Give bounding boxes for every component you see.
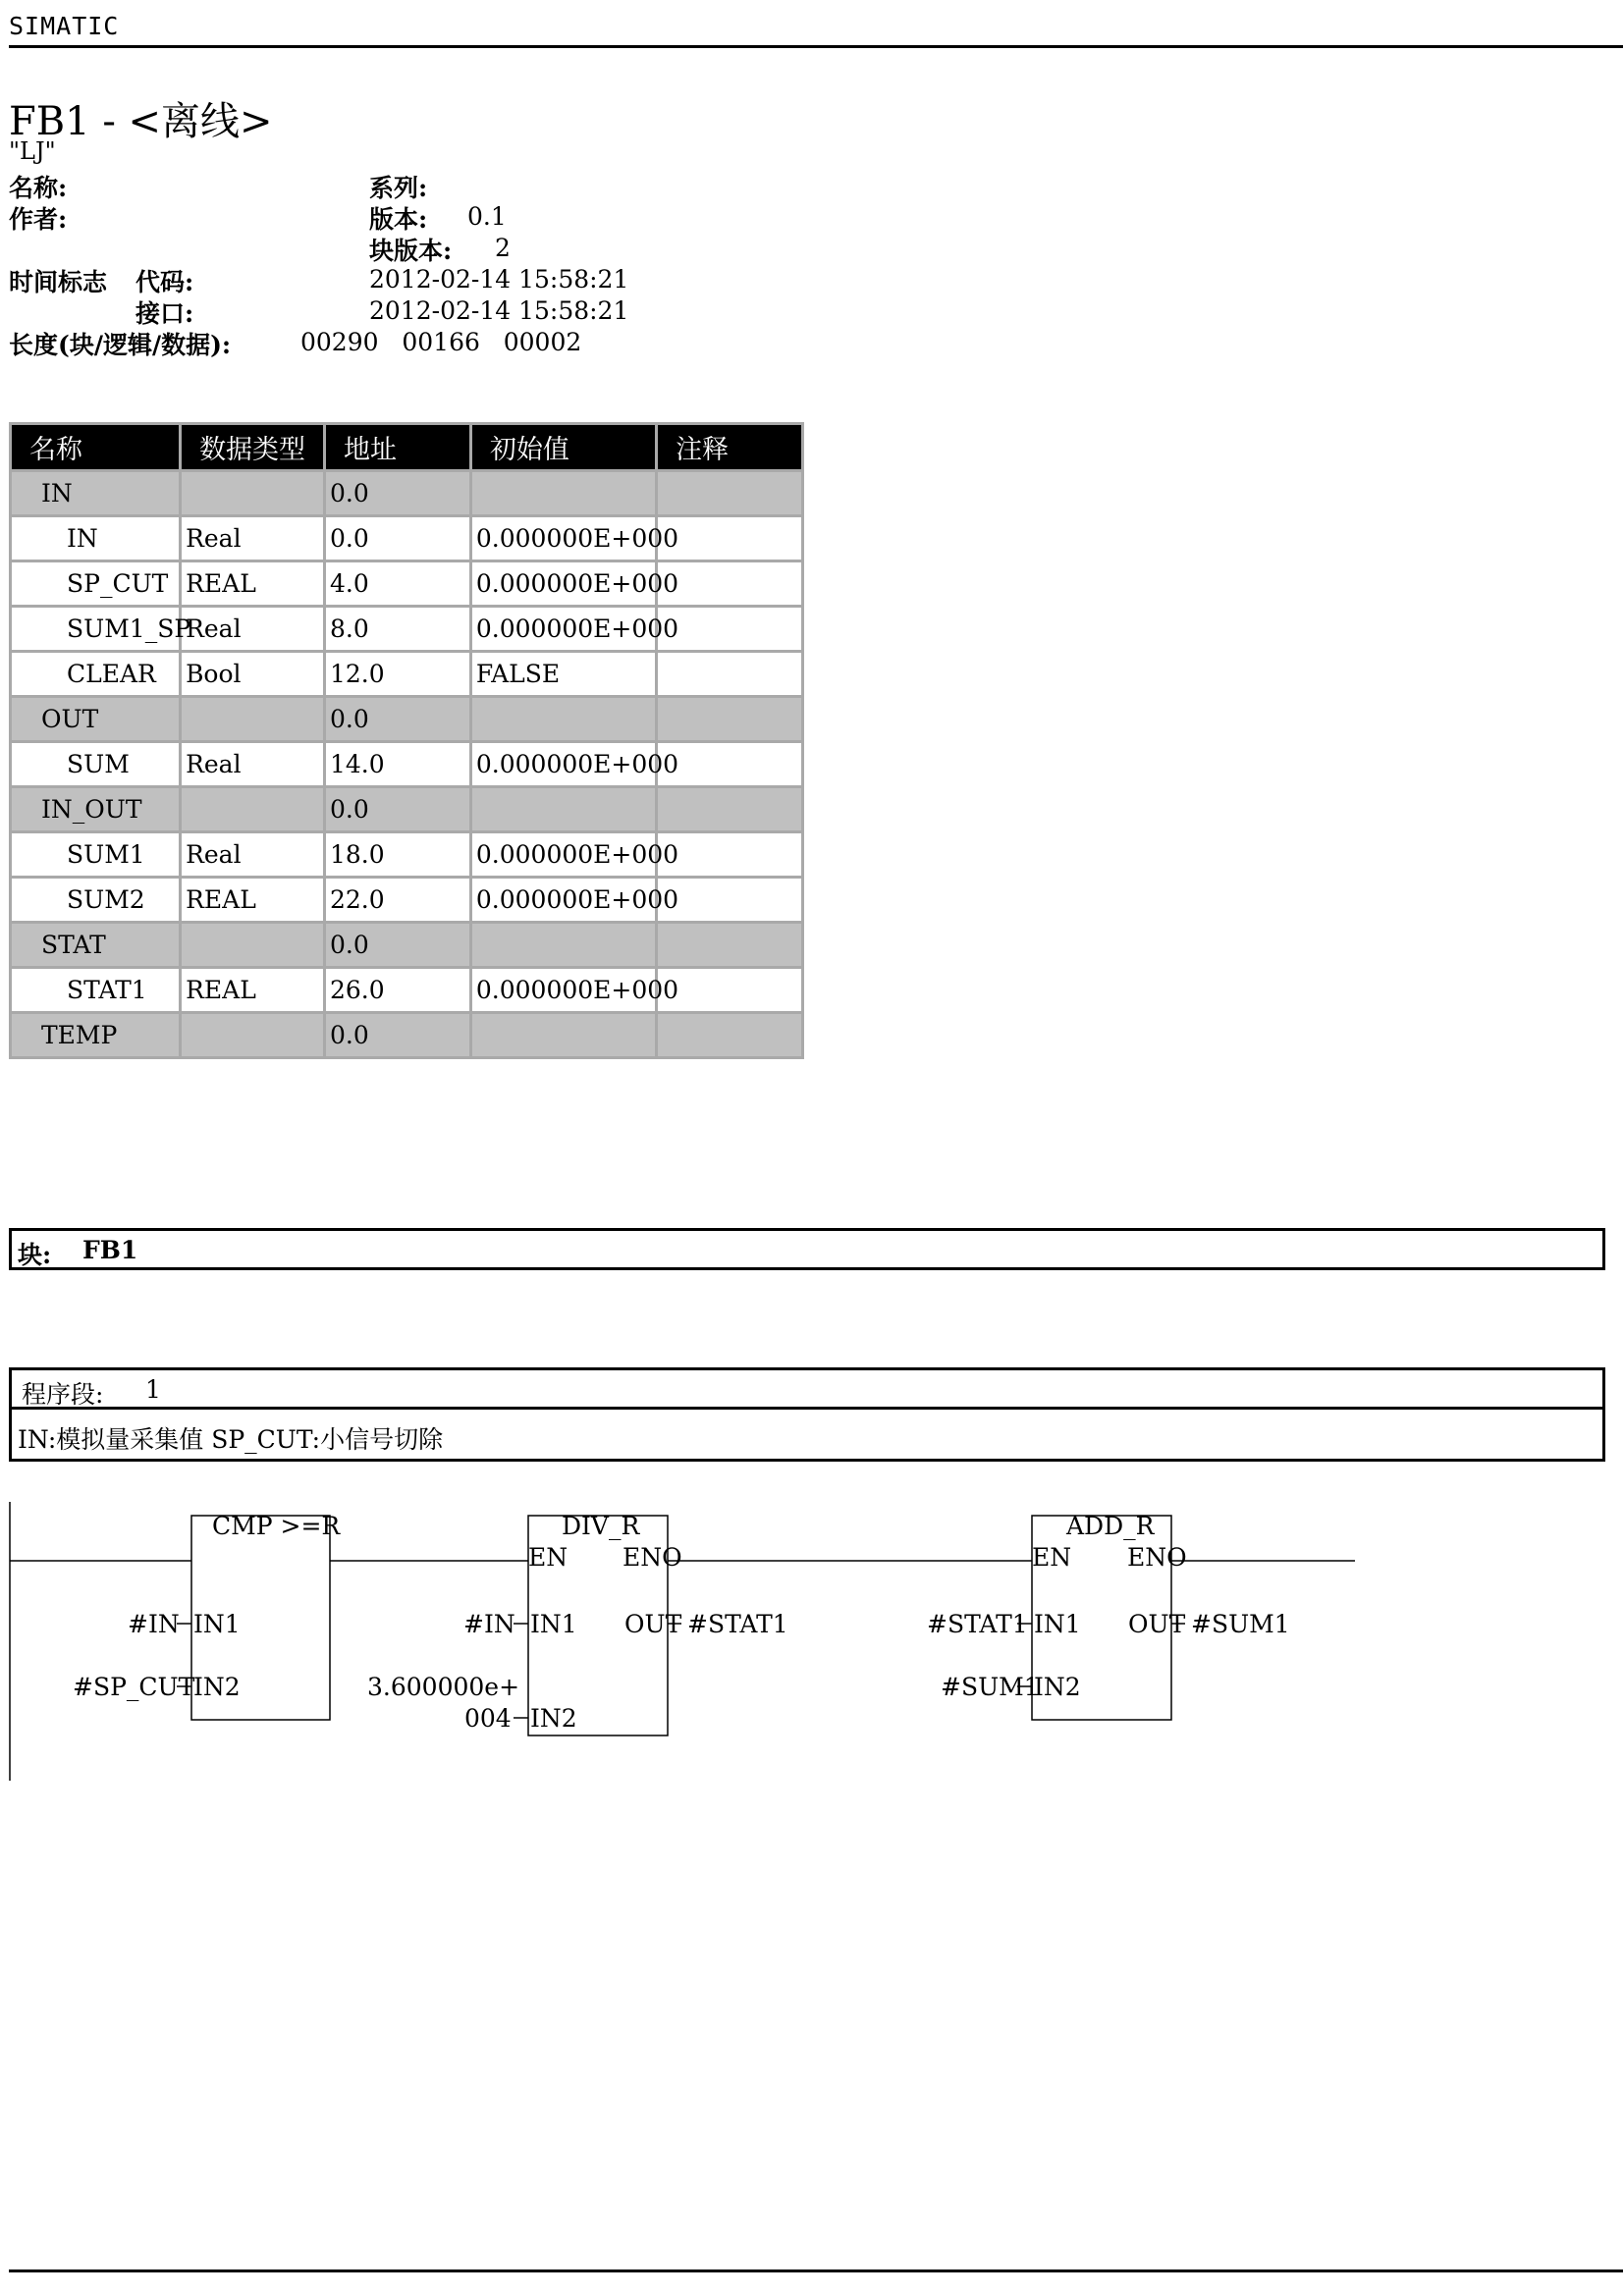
cmp-in2-operand: #SP_CUT — [73, 1673, 195, 1701]
cell-initial: FALSE — [470, 652, 656, 697]
cell-initial — [470, 787, 656, 832]
network-number: 1 — [145, 1375, 161, 1404]
cell-type — [181, 697, 325, 742]
cell-name: CLEAR — [11, 652, 181, 697]
table-row — [11, 516, 803, 561]
cell-comment — [657, 787, 803, 832]
cell-type: Bool — [181, 652, 325, 697]
cell-name: STAT1 — [11, 968, 181, 1013]
add-eno-pin: ENO — [1127, 1543, 1187, 1572]
timestamp-label: 时间标志 — [9, 268, 108, 296]
cell-initial: 0.000000E+000 — [470, 516, 656, 561]
block-banner — [9, 1228, 1605, 1270]
cell-initial: 0.000000E+000 — [470, 561, 656, 607]
cmp-in1-operand: #IN — [128, 1610, 180, 1638]
add-en-pin: EN — [1032, 1543, 1072, 1572]
add-in2-pin: IN2 — [1034, 1673, 1081, 1701]
div-in2-pin: IN2 — [530, 1704, 577, 1733]
name-label: 名称: — [9, 174, 68, 202]
cell-name: IN_OUT — [11, 787, 181, 832]
add-in2-operand: #SUM1 — [941, 1673, 1040, 1701]
add-title: ADD_R — [1066, 1512, 1155, 1540]
cell-type: Real — [181, 607, 325, 652]
add-in1-operand: #STAT1 — [927, 1610, 1028, 1638]
cell-address: 14.0 — [324, 742, 470, 787]
cell-name: SUM2 — [11, 878, 181, 923]
cell-initial — [470, 923, 656, 968]
cell-address: 18.0 — [324, 832, 470, 878]
cmp-in2-pin: IN2 — [193, 1673, 241, 1701]
col-header-comment: 注释 — [657, 424, 803, 471]
length-label: 长度(块/逻辑/数据): — [9, 331, 232, 359]
table-row — [11, 561, 803, 607]
cell-comment — [657, 923, 803, 968]
author-label: 作者: — [9, 205, 68, 234]
add-out-operand: #SUM1 — [1191, 1610, 1290, 1638]
network-comment-box — [9, 1407, 1605, 1462]
brand-label: SIMATIC — [9, 12, 120, 40]
table-row — [11, 832, 803, 878]
cell-comment — [657, 471, 803, 516]
cell-initial — [470, 697, 656, 742]
col-header-address: 地址 — [324, 424, 470, 471]
table-group-row — [11, 471, 803, 516]
interface-time: 2012-02-14 15:58:21 — [369, 296, 629, 325]
cell-initial: 0.000000E+000 — [470, 878, 656, 923]
family-label: 系列: — [369, 174, 428, 202]
cell-name: TEMP — [11, 1013, 181, 1058]
code-time: 2012-02-14 15:58:21 — [369, 265, 629, 294]
cell-initial — [470, 471, 656, 516]
code-label: 代码: — [135, 268, 194, 296]
footer-rule — [9, 2269, 1623, 2272]
version-value: 0.1 — [467, 202, 507, 231]
div-in2-operand-line1: 3.600000e+ — [367, 1673, 520, 1701]
cell-address: 8.0 — [324, 607, 470, 652]
cell-address: 0.0 — [324, 1013, 470, 1058]
table-group-row — [11, 1013, 803, 1058]
table-row — [11, 968, 803, 1013]
block-banner-label: 块: — [18, 1241, 52, 1269]
cell-type: Real — [181, 742, 325, 787]
cell-name: SUM1_SP — [11, 607, 181, 652]
block-version-value: 2 — [495, 234, 511, 262]
add-out-pin: OUT — [1128, 1610, 1186, 1638]
cell-initial: 0.000000E+000 — [470, 607, 656, 652]
table-row — [11, 607, 803, 652]
cell-address: 4.0 — [324, 561, 470, 607]
table-group-row — [11, 697, 803, 742]
cell-type: Real — [181, 516, 325, 561]
cell-name: STAT — [11, 923, 181, 968]
cell-initial: 0.000000E+000 — [470, 742, 656, 787]
header-rule — [9, 45, 1623, 48]
cell-type: REAL — [181, 878, 325, 923]
table-row — [11, 878, 803, 923]
block-version-label: 块版本: — [369, 237, 453, 265]
cell-name: SUM — [11, 742, 181, 787]
block-banner-value: FB1 — [82, 1236, 138, 1264]
cell-address: 0.0 — [324, 923, 470, 968]
cell-initial: 0.000000E+000 — [470, 832, 656, 878]
cell-name: IN — [11, 471, 181, 516]
table-group-row — [11, 923, 803, 968]
cell-comment — [657, 697, 803, 742]
length-values: 00290 00166 00002 — [300, 328, 582, 356]
cell-address: 0.0 — [324, 471, 470, 516]
table-row — [11, 742, 803, 787]
div-in1-operand: #IN — [463, 1610, 515, 1638]
cell-comment — [657, 1013, 803, 1058]
cell-name: OUT — [11, 697, 181, 742]
version-label: 版本: — [369, 205, 428, 234]
div-out-operand: #STAT1 — [687, 1610, 788, 1638]
cell-address: 0.0 — [324, 516, 470, 561]
cmp-in1-pin: IN1 — [193, 1610, 241, 1638]
cell-name: SUM1 — [11, 832, 181, 878]
page-title: FB1 - <离线> — [9, 99, 273, 144]
div-in1-pin: IN1 — [530, 1610, 577, 1638]
cell-address: 26.0 — [324, 968, 470, 1013]
col-header-name: 名称 — [11, 424, 181, 471]
cell-type: REAL — [181, 968, 325, 1013]
add-in1-pin: IN1 — [1034, 1610, 1081, 1638]
cell-address: 22.0 — [324, 878, 470, 923]
cell-address: 12.0 — [324, 652, 470, 697]
cell-initial: 0.000000E+000 — [470, 968, 656, 1013]
col-header-type: 数据类型 — [181, 424, 325, 471]
div-out-pin: OUT — [624, 1610, 682, 1638]
cell-name: SP_CUT — [11, 561, 181, 607]
cell-type — [181, 1013, 325, 1058]
table-header-row — [11, 424, 803, 471]
block-symbol: "LJ" — [9, 137, 56, 165]
interface-label: 接口: — [135, 299, 194, 328]
cell-name: IN — [11, 516, 181, 561]
cell-address: 0.0 — [324, 787, 470, 832]
cell-comment — [657, 652, 803, 697]
div-title: DIV_R — [562, 1512, 640, 1540]
table-row — [11, 652, 803, 697]
declaration-table — [9, 422, 804, 1059]
div-in2-operand-line2: 004 — [464, 1704, 512, 1733]
cmp-title: CMP >=R — [212, 1512, 341, 1540]
cell-type — [181, 471, 325, 516]
table-group-row — [11, 787, 803, 832]
cell-type — [181, 787, 325, 832]
cell-type — [181, 923, 325, 968]
col-header-initial: 初始值 — [470, 424, 656, 471]
div-eno-pin: ENO — [623, 1543, 682, 1572]
cell-type: REAL — [181, 561, 325, 607]
network-label: 程序段: — [22, 1380, 104, 1409]
div-en-pin: EN — [528, 1543, 568, 1572]
cell-initial — [470, 1013, 656, 1058]
network-header — [9, 1367, 1605, 1410]
cell-address: 0.0 — [324, 697, 470, 742]
network-comment: IN:模拟量采集值 SP_CUT:小信号切除 — [18, 1425, 444, 1454]
cell-type: Real — [181, 832, 325, 878]
